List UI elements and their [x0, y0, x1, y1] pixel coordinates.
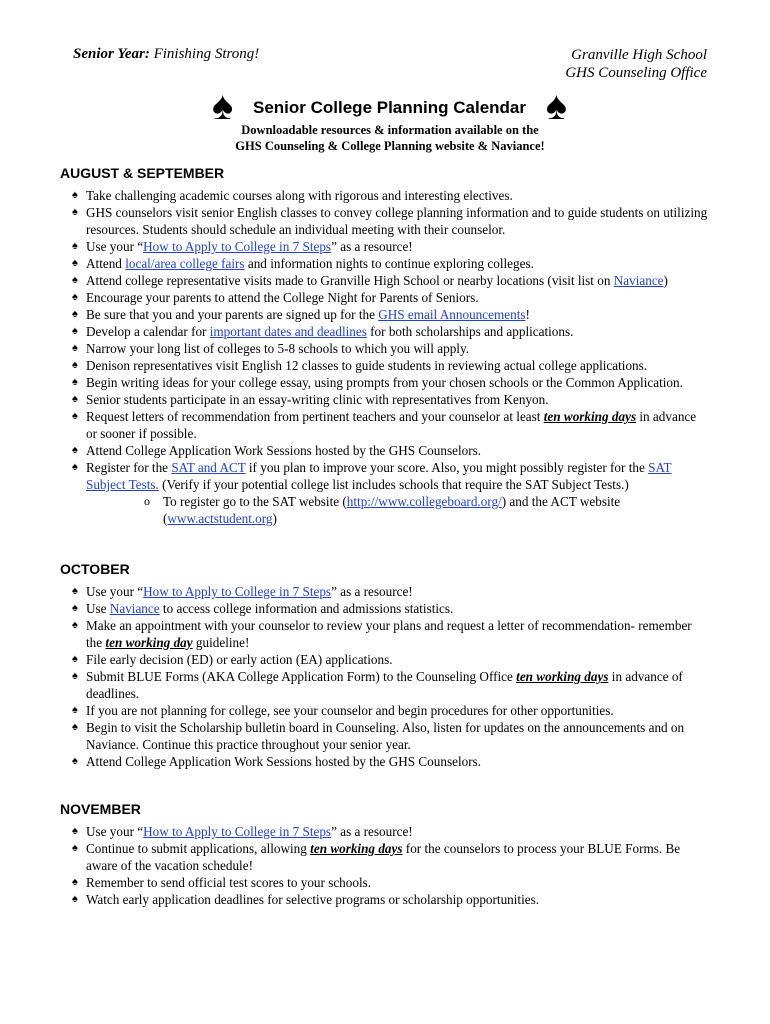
list-item: [60, 719, 710, 753]
list-item: [60, 840, 710, 874]
item-text: and information nights to continue exploring colleges.: [244, 256, 534, 271]
list-item: [60, 600, 710, 617]
checklist: [60, 583, 710, 770]
section-november: [60, 801, 710, 908]
resource-link[interactable]: GHS email Announcements: [378, 307, 526, 322]
title-row: [212, 83, 567, 128]
list-item: [60, 617, 710, 651]
item-text: If you are not planning for college, see your counselor and begin procedures for other opportunities.: [86, 703, 614, 718]
spade-bullet-icon: ♠: [72, 291, 78, 303]
item-text: ): [272, 511, 277, 526]
list-item: [60, 289, 710, 306]
item-text: Submit BLUE Forms (AKA College Application Form) to the Counseling Office: [86, 669, 517, 684]
spade-bullet-icon: ♠: [72, 653, 78, 665]
item-text: Begin writing ideas for your college essay, using prompts from your chosen schools or the Common Application.: [86, 375, 683, 390]
spade-bullet-icon: ♠: [72, 619, 78, 631]
header-left: [73, 46, 259, 63]
section-heading: NOVEMBER: [60, 801, 141, 817]
section-october: [60, 561, 710, 770]
section-heading: OCTOBER: [60, 561, 130, 577]
header-right: [565, 46, 707, 82]
item-text: Use your “: [86, 824, 144, 839]
item-text: for the counselors to process your BLUE Forms. Be aware of the vacation schedule!: [86, 841, 681, 873]
resource-link[interactable]: local/area college fairs: [125, 256, 245, 271]
sub-list-item: [60, 493, 710, 527]
resource-link[interactable]: http://www.collegeboard.org/: [346, 494, 502, 509]
item-text: !: [525, 307, 530, 322]
item-text: in advance of deadlines.: [86, 669, 683, 701]
spade-bullet-icon: ♠: [72, 670, 78, 682]
circle-bullet-icon: o: [144, 494, 150, 508]
list-item: [60, 374, 710, 391]
header-left-bold: Senior Year:: [73, 46, 150, 62]
list-item: [60, 651, 710, 668]
spade-bullet-icon: ♠: [72, 755, 78, 767]
emphasized-text: ten working days: [310, 841, 403, 856]
item-text: to access college information and admissions statistics.: [159, 601, 454, 616]
list-item: [60, 272, 710, 289]
resource-link[interactable]: www.actstudent.org: [167, 511, 273, 526]
item-text: Attend College Application Work Sessions hosted by the GHS Counselors.: [86, 754, 482, 769]
spade-bullet-icon: ♠: [72, 721, 78, 733]
checklist: [60, 823, 710, 908]
emphasized-text: ten working days: [516, 669, 609, 684]
list-item: [60, 391, 710, 408]
subtitle-line: Downloadable resources & information available on the: [241, 123, 539, 137]
spade-bullet-icon: ♠: [72, 393, 78, 405]
school-name: Granville High School: [571, 47, 707, 63]
spade-bullet-icon: ♠: [72, 240, 78, 252]
item-text: Attend: [86, 256, 126, 271]
office-name: GHS Counseling Office: [565, 65, 707, 81]
item-text: Continue to submit applications, allowing: [86, 841, 311, 856]
resource-link[interactable]: SAT Subject Tests.: [86, 460, 672, 492]
list-item: [60, 187, 710, 204]
subtitle: [200, 122, 580, 154]
section-august-september: [60, 165, 710, 527]
spade-bullet-icon: ♠: [72, 893, 78, 905]
spade-bullet-icon: ♠: [72, 359, 78, 371]
spade-bullet-icon: ♠: [72, 825, 78, 837]
list-item: [60, 408, 710, 442]
list-item: [60, 702, 710, 719]
item-text: Make an appointment with your counselor to review your plans and request a letter of recommendation- remember the: [86, 618, 692, 650]
list-item: [60, 306, 710, 323]
subtitle-line: GHS Counseling & College Planning website & Naviance!: [235, 139, 545, 153]
resource-link[interactable]: SAT and ACT: [171, 460, 246, 475]
resource-link[interactable]: How to Apply to College in 7 Steps: [143, 824, 332, 839]
header-left-rest: Finishing Strong!: [149, 46, 260, 62]
item-text: GHS counselors visit senior English classes to convey college planning information and to guide students on utilizing resources. Students should schedule an individual meeting with their counselor.: [86, 205, 708, 237]
list-item: [60, 874, 710, 891]
spade-bullet-icon: ♠: [72, 444, 78, 456]
list-item: [60, 459, 710, 493]
item-text: in advance or sooner if possible.: [86, 409, 697, 441]
list-item: [60, 357, 710, 374]
item-text: Begin to visit the Scholarship bulletin board in Counseling. Also, listen for updates on the announcements and on Naviance. Continue this practice throughout your senior year.: [86, 720, 685, 752]
item-text: Take challenging academic courses along with rigorous and interesting electives.: [86, 188, 513, 203]
spade-bullet-icon: ♠: [72, 585, 78, 597]
spade-bullet-icon: ♠: [72, 376, 78, 388]
item-text: Attend college representative visits made to Granville High School or nearby locations (visit list on: [86, 273, 614, 288]
spade-bullet-icon: ♠: [72, 602, 78, 614]
resource-link[interactable]: Naviance: [109, 601, 160, 616]
item-text: ” as a resource!: [331, 584, 413, 599]
item-text: if you plan to improve your score. Also, you might possibly register for the: [245, 460, 649, 475]
page-title: Senior College Planning Calendar: [253, 98, 526, 117]
item-text: (Verify if your potential college list includes schools that require the SAT Subject Tests.): [158, 477, 629, 492]
spade-bullet-icon: ♠: [72, 410, 78, 422]
item-text: for both scholarships and applications.: [366, 324, 574, 339]
item-text: Use: [86, 601, 110, 616]
item-text: Remember to send official test scores to your schools.: [86, 875, 372, 890]
checklist: [60, 187, 710, 527]
item-text: File early decision (ED) or early action (EA) applications.: [86, 652, 393, 667]
spade-bullet-icon: ♠: [72, 704, 78, 716]
spade-bullet-icon: ♠: [72, 257, 78, 269]
list-item: [60, 668, 710, 702]
item-text: Request letters of recommendation from pertinent teachers and your counselor at least: [86, 409, 544, 424]
resource-link[interactable]: How to Apply to College in 7 Steps: [143, 584, 332, 599]
list-item: [60, 583, 710, 600]
list-item: [60, 340, 710, 357]
item-text: To register go to the SAT website (: [163, 494, 347, 509]
emphasized-text: ten working day: [105, 635, 193, 650]
item-text: Use your “: [86, 584, 144, 599]
spade-bullet-icon: ♠: [72, 461, 78, 473]
section-heading: AUGUST & SEPTEMBER: [60, 165, 225, 181]
item-text: Register for the: [86, 460, 172, 475]
spade-bullet-icon: ♠: [72, 189, 78, 201]
spade-bullet-icon: ♠: [72, 842, 78, 854]
emphasized-text: ten working days: [543, 409, 637, 424]
item-text: Senior students participate in an essay-writing clinic with representatives from Kenyon.: [86, 392, 549, 407]
item-text: Attend College Application Work Sessions hosted by the GHS Counselors.: [86, 443, 482, 458]
item-text: Use your “: [86, 239, 144, 254]
spade-bullet-icon: ♠: [72, 206, 78, 218]
list-item: [60, 204, 710, 238]
item-text: guideline!: [192, 635, 250, 650]
spade-icon: ♠: [545, 83, 567, 128]
resource-link[interactable]: How to Apply to College in 7 Steps: [143, 239, 332, 254]
spade-icon: ♠: [212, 83, 234, 128]
spade-bullet-icon: ♠: [72, 274, 78, 286]
item-text: Develop a calendar for: [86, 324, 210, 339]
list-item: [60, 238, 710, 255]
item-text: ): [663, 273, 668, 288]
item-text: Be sure that you and your parents are signed up for the: [86, 307, 379, 322]
spade-bullet-icon: ♠: [72, 342, 78, 354]
item-text: Watch early application deadlines for selective programs or scholarship opportunities.: [86, 892, 540, 907]
item-text: Denison representatives visit English 12 classes to guide students in reviewing actual college applications.: [86, 358, 648, 373]
list-item: [60, 255, 710, 272]
item-text: ” as a resource!: [331, 824, 413, 839]
item-text: Encourage your parents to attend the College Night for Parents of Seniors.: [86, 290, 479, 305]
item-text: ” as a resource!: [331, 239, 413, 254]
spade-bullet-icon: ♠: [72, 876, 78, 888]
list-item: [60, 823, 710, 840]
item-text: Narrow your long list of colleges to 5-8 schools to which you will apply.: [86, 341, 469, 356]
resource-link[interactable]: important dates and deadlines: [209, 324, 367, 339]
spade-bullet-icon: ♠: [72, 308, 78, 320]
list-item: [60, 753, 710, 770]
list-item: [60, 323, 710, 340]
list-item: [60, 891, 710, 908]
resource-link[interactable]: Naviance: [613, 273, 664, 288]
item-text: ) and the ACT website (: [163, 494, 621, 526]
list-item: [60, 442, 710, 459]
spade-bullet-icon: ♠: [72, 325, 78, 337]
